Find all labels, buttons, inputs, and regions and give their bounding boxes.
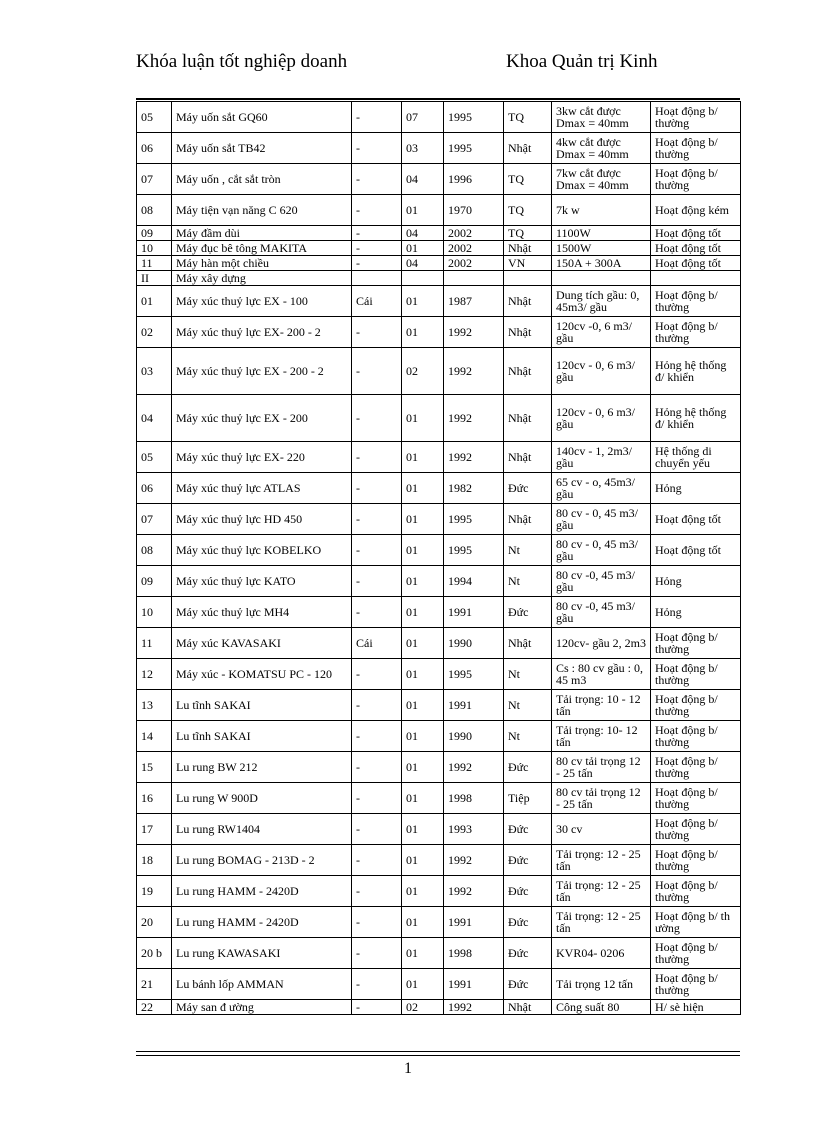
table-row	[137, 535, 741, 566]
footer-rule-bottom	[136, 1055, 740, 1056]
cell-origin: Tiệp	[504, 783, 552, 814]
cell-row-number: 21	[137, 969, 172, 1000]
table-row	[137, 814, 741, 845]
table-row	[137, 241, 741, 256]
cell-origin: Đức	[504, 473, 552, 504]
cell-origin: Nhật	[504, 504, 552, 535]
cell-quantity: 01	[402, 752, 444, 783]
cell-quantity: 01	[402, 442, 444, 473]
cell-quantity: 01	[402, 286, 444, 317]
cell-row-number: 04	[137, 395, 172, 442]
cell-specification: 80 cv -0, 45 m3/ gầu	[552, 566, 651, 597]
cell-year: 2002	[444, 256, 504, 271]
cell-equipment-name: Máy uốn sắt TB42	[172, 133, 352, 164]
cell-specification: 150A + 300A	[552, 256, 651, 271]
cell-row-number: 17	[137, 814, 172, 845]
cell-condition: Hệ thống di chuyển yếu	[651, 442, 741, 473]
cell-condition: Hoạt động b/ thường	[651, 752, 741, 783]
cell-equipment-name: Máy xúc thuỷ lực HD 450	[172, 504, 352, 535]
cell-specification: 80 cv tải trọng 12 - 25 tấn	[552, 752, 651, 783]
cell-specification: Tải trọng: 12 - 25 tấn	[552, 907, 651, 938]
cell-row-number: 06	[137, 133, 172, 164]
page-number: 1	[404, 1060, 412, 1077]
cell-specification: 120cv- gầu 2, 2m3	[552, 628, 651, 659]
header-right-title: Khoa Quản trị Kinh	[506, 51, 658, 72]
cell-origin	[504, 271, 552, 286]
table-row	[137, 566, 741, 597]
cell-condition: Hoạt động b/ thường	[651, 317, 741, 348]
cell-condition: Hoạt động b/ thường	[651, 783, 741, 814]
cell-equipment-name: Máy xúc thuỷ lực KOBELKO	[172, 535, 352, 566]
cell-year: 1970	[444, 195, 504, 226]
cell-equipment-name: Lu rung RW1404	[172, 814, 352, 845]
cell-quantity: 01	[402, 690, 444, 721]
cell-equipment-name: Máy xúc thuỷ lực EX - 200	[172, 395, 352, 442]
cell-row-number: 07	[137, 164, 172, 195]
cell-year: 1993	[444, 814, 504, 845]
cell-origin: Nt	[504, 659, 552, 690]
cell-year: 1987	[444, 286, 504, 317]
cell-specification: Công suất 80	[552, 1000, 651, 1015]
cell-condition: Hoạt động tốt	[651, 535, 741, 566]
cell-row-number: 05	[137, 442, 172, 473]
cell-specification: 80 cv - 0, 45 m3/ gầu	[552, 535, 651, 566]
table-row	[137, 938, 741, 969]
cell-equipment-name: Máy xúc thuỷ lực EX - 100	[172, 286, 352, 317]
cell-origin: Nhật	[504, 628, 552, 659]
cell-quantity: 01	[402, 317, 444, 348]
cell-equipment-name: Lu rung W 900D	[172, 783, 352, 814]
cell-year: 1995	[444, 659, 504, 690]
table-row	[137, 395, 741, 442]
cell-equipment-name: Máy xúc thuỷ lực KATO	[172, 566, 352, 597]
cell-quantity: 01	[402, 195, 444, 226]
cell-equipment-name: Máy san đ ường	[172, 1000, 352, 1015]
cell-equipment-name: Lu rung KAWASAKI	[172, 938, 352, 969]
cell-row-number: 08	[137, 195, 172, 226]
cell-quantity: 02	[402, 1000, 444, 1015]
table-row	[137, 597, 741, 628]
cell-quantity: 01	[402, 876, 444, 907]
cell-condition: Hỏng	[651, 597, 741, 628]
cell-equipment-name: Máy xúc thuỷ lực EX- 220	[172, 442, 352, 473]
cell-condition: Hoạt động b/ thường	[651, 876, 741, 907]
cell-unit: -	[352, 195, 402, 226]
cell-year: 1991	[444, 969, 504, 1000]
cell-quantity: 01	[402, 597, 444, 628]
cell-equipment-name: Máy xây dựng	[172, 271, 352, 286]
cell-condition: Hoạt động tốt	[651, 504, 741, 535]
cell-condition: Hoạt động tốt	[651, 241, 741, 256]
cell-specification: Cs : 80 cv gầu : 0, 45 m3	[552, 659, 651, 690]
cell-quantity: 01	[402, 938, 444, 969]
cell-condition: Hoạt động b/ thường	[651, 659, 741, 690]
table-row	[137, 164, 741, 195]
cell-condition: Hoạt động b/ th ường	[651, 907, 741, 938]
cell-quantity: 07	[402, 102, 444, 133]
cell-row-number: 08	[137, 535, 172, 566]
cell-quantity: 02	[402, 348, 444, 395]
table-row	[137, 348, 741, 395]
cell-unit: -	[352, 535, 402, 566]
cell-unit: -	[352, 783, 402, 814]
cell-equipment-name: Lu bánh lốp AMMAN	[172, 969, 352, 1000]
cell-equipment-name: Máy hàn một chiều	[172, 256, 352, 271]
footer-rule-top	[136, 1051, 740, 1052]
cell-quantity: 01	[402, 814, 444, 845]
cell-condition: Hỏng	[651, 566, 741, 597]
cell-origin: TQ	[504, 195, 552, 226]
table-row	[137, 256, 741, 271]
cell-specification: 65 cv - o, 45m3/ gầu	[552, 473, 651, 504]
cell-quantity: 01	[402, 659, 444, 690]
cell-specification: KVR04- 0206	[552, 938, 651, 969]
cell-origin: Nhật	[504, 286, 552, 317]
cell-equipment-name: Lu rung HAMM - 2420D	[172, 907, 352, 938]
cell-row-number: 09	[137, 226, 172, 241]
table-body	[137, 102, 741, 1015]
cell-condition: H/ sè hiện	[651, 1000, 741, 1015]
table-row	[137, 1000, 741, 1015]
cell-origin: Nhật	[504, 241, 552, 256]
cell-specification	[552, 271, 651, 286]
table-row	[137, 317, 741, 348]
cell-specification: 80 cv - 0, 45 m3/ gầu	[552, 504, 651, 535]
cell-origin: Đức	[504, 814, 552, 845]
cell-equipment-name: Máy đầm dùi	[172, 226, 352, 241]
cell-quantity: 01	[402, 241, 444, 256]
cell-year: 1995	[444, 504, 504, 535]
cell-origin: Nhật	[504, 1000, 552, 1015]
cell-origin: TQ	[504, 102, 552, 133]
cell-unit: -	[352, 133, 402, 164]
cell-origin: Nt	[504, 535, 552, 566]
cell-year: 1992	[444, 876, 504, 907]
cell-quantity	[402, 271, 444, 286]
cell-origin: Nhật	[504, 348, 552, 395]
table-row	[137, 690, 741, 721]
cell-unit: -	[352, 317, 402, 348]
cell-specification: Tải trọng: 10 - 12 tấn	[552, 690, 651, 721]
cell-unit: -	[352, 721, 402, 752]
cell-row-number: 15	[137, 752, 172, 783]
cell-row-number: 02	[137, 317, 172, 348]
cell-specification: 30 cv	[552, 814, 651, 845]
cell-condition: Hoạt động b/ thường	[651, 628, 741, 659]
cell-unit: -	[352, 1000, 402, 1015]
cell-row-number: 20	[137, 907, 172, 938]
cell-condition: Hoạt động tốt	[651, 256, 741, 271]
cell-origin: Nhật	[504, 442, 552, 473]
cell-condition: Hoạt động b/ thường	[651, 938, 741, 969]
cell-condition: Hỏng hệ thống đ/ khiển	[651, 395, 741, 442]
cell-unit: -	[352, 876, 402, 907]
table-row	[137, 504, 741, 535]
cell-condition	[651, 271, 741, 286]
table-row	[137, 226, 741, 241]
cell-equipment-name: Lu tĩnh SAKAI	[172, 721, 352, 752]
cell-unit: -	[352, 597, 402, 628]
cell-specification: 120cv -0, 6 m3/ gầu	[552, 317, 651, 348]
cell-year: 1982	[444, 473, 504, 504]
cell-condition: Hỏng	[651, 473, 741, 504]
cell-quantity: 01	[402, 395, 444, 442]
cell-origin: Nhật	[504, 317, 552, 348]
cell-row-number: 05	[137, 102, 172, 133]
cell-row-number: 06	[137, 473, 172, 504]
table-row	[137, 102, 741, 133]
table-row	[137, 969, 741, 1000]
cell-origin: Nhật	[504, 133, 552, 164]
cell-quantity: 01	[402, 504, 444, 535]
cell-condition: Hoạt động b/ thường	[651, 102, 741, 133]
cell-condition: Hoạt động b/ thường	[651, 814, 741, 845]
cell-equipment-name: Máy xúc KAVASAKI	[172, 628, 352, 659]
table-row	[137, 473, 741, 504]
cell-unit: -	[352, 102, 402, 133]
cell-row-number: 18	[137, 845, 172, 876]
cell-unit: -	[352, 348, 402, 395]
table-row	[137, 659, 741, 690]
cell-year: 1992	[444, 752, 504, 783]
cell-quantity: 04	[402, 256, 444, 271]
cell-year: 1995	[444, 133, 504, 164]
cell-year: 1992	[444, 395, 504, 442]
cell-origin: Nt	[504, 721, 552, 752]
table-row	[137, 286, 741, 317]
cell-equipment-name: Máy xúc thuỷ lực EX - 200 - 2	[172, 348, 352, 395]
cell-origin: Đức	[504, 876, 552, 907]
cell-year: 1991	[444, 597, 504, 628]
cell-row-number: 01	[137, 286, 172, 317]
cell-unit: -	[352, 442, 402, 473]
cell-specification: Tải trọng: 12 - 25 tấn	[552, 845, 651, 876]
cell-unit: -	[352, 395, 402, 442]
cell-row-number: 10	[137, 597, 172, 628]
cell-year: 1992	[444, 348, 504, 395]
cell-origin: Đức	[504, 845, 552, 876]
cell-unit: -	[352, 164, 402, 195]
cell-specification: Tải trọng 12 tấn	[552, 969, 651, 1000]
cell-year: 1991	[444, 690, 504, 721]
cell-year: 1998	[444, 783, 504, 814]
cell-specification: 1100W	[552, 226, 651, 241]
cell-quantity: 03	[402, 133, 444, 164]
cell-row-number: 20 b	[137, 938, 172, 969]
cell-unit: -	[352, 256, 402, 271]
cell-origin: Đức	[504, 752, 552, 783]
cell-year: 1995	[444, 102, 504, 133]
cell-unit: -	[352, 566, 402, 597]
cell-year: 1998	[444, 938, 504, 969]
cell-year: 2002	[444, 241, 504, 256]
cell-unit: Cái	[352, 628, 402, 659]
cell-condition: Hoạt động b/ thường	[651, 845, 741, 876]
cell-condition: Hoạt động b/ thường	[651, 721, 741, 752]
cell-year: 1992	[444, 845, 504, 876]
cell-unit: -	[352, 226, 402, 241]
cell-unit: -	[352, 969, 402, 1000]
cell-equipment-name: Máy tiện vạn năng C 620	[172, 195, 352, 226]
cell-origin: Đức	[504, 907, 552, 938]
cell-unit: -	[352, 241, 402, 256]
cell-specification: Tải trọng: 12 - 25 tấn	[552, 876, 651, 907]
cell-origin: TQ	[504, 226, 552, 241]
cell-origin: Nhật	[504, 395, 552, 442]
cell-year: 1991	[444, 907, 504, 938]
cell-equipment-name: Lu rung HAMM - 2420D	[172, 876, 352, 907]
cell-row-number: 11	[137, 628, 172, 659]
cell-row-number: 10	[137, 241, 172, 256]
cell-year: 1992	[444, 442, 504, 473]
cell-specification: 3kw cắt được Dmax = 40mm	[552, 102, 651, 133]
table-row	[137, 876, 741, 907]
cell-quantity: 01	[402, 566, 444, 597]
cell-origin: Đức	[504, 597, 552, 628]
cell-condition: Hoạt động b/ thường	[651, 690, 741, 721]
cell-specification: Tải trọng: 10- 12 tấn	[552, 721, 651, 752]
table-row	[137, 845, 741, 876]
header-left-title: Khóa luận tốt nghiệp doanh	[136, 51, 348, 72]
cell-year: 1996	[444, 164, 504, 195]
cell-quantity: 01	[402, 721, 444, 752]
cell-condition: Hoạt động tốt	[651, 226, 741, 241]
cell-equipment-name: Lu rung BW 212	[172, 752, 352, 783]
cell-equipment-name: Máy xúc thuỷ lực EX- 200 - 2	[172, 317, 352, 348]
cell-condition: Hỏng hệ thống đ/ khiển	[651, 348, 741, 395]
cell-unit: -	[352, 504, 402, 535]
cell-quantity: 01	[402, 845, 444, 876]
cell-unit	[352, 271, 402, 286]
cell-row-number: 11	[137, 256, 172, 271]
cell-unit: Cái	[352, 286, 402, 317]
cell-year: 1992	[444, 1000, 504, 1015]
cell-condition: Hoạt động b/ thường	[651, 133, 741, 164]
cell-quantity: 01	[402, 628, 444, 659]
cell-specification: 4kw cắt được Dmax = 40mm	[552, 133, 651, 164]
cell-equipment-name: Máy đục bê tông MAKITA	[172, 241, 352, 256]
cell-row-number: 12	[137, 659, 172, 690]
cell-row-number: 13	[137, 690, 172, 721]
cell-equipment-name: Lu tĩnh SAKAI	[172, 690, 352, 721]
cell-unit: -	[352, 752, 402, 783]
cell-row-number: 14	[137, 721, 172, 752]
cell-specification: 7kw cắt được Dmax = 40mm	[552, 164, 651, 195]
cell-equipment-name: Máy xúc thuỷ lực MH4	[172, 597, 352, 628]
cell-condition: Hoạt động kém	[651, 195, 741, 226]
cell-quantity: 01	[402, 473, 444, 504]
cell-quantity: 01	[402, 969, 444, 1000]
cell-unit: -	[352, 907, 402, 938]
cell-specification: 7k w	[552, 195, 651, 226]
cell-quantity: 04	[402, 164, 444, 195]
cell-year: 1995	[444, 535, 504, 566]
cell-row-number: 22	[137, 1000, 172, 1015]
cell-unit: -	[352, 659, 402, 690]
cell-year	[444, 271, 504, 286]
cell-specification: 1500W	[552, 241, 651, 256]
table-row	[137, 752, 741, 783]
cell-row-number: 09	[137, 566, 172, 597]
cell-quantity: 01	[402, 535, 444, 566]
cell-equipment-name: Máy uốn , cắt sắt tròn	[172, 164, 352, 195]
cell-condition: Hoạt động b/ thường	[651, 969, 741, 1000]
cell-specification: 80 cv tải trọng 12 - 25 tấn	[552, 783, 651, 814]
cell-origin: Đức	[504, 938, 552, 969]
cell-quantity: 01	[402, 783, 444, 814]
cell-unit: -	[352, 938, 402, 969]
cell-row-number: 19	[137, 876, 172, 907]
cell-year: 1990	[444, 628, 504, 659]
cell-origin: Nt	[504, 690, 552, 721]
cell-row-number: 03	[137, 348, 172, 395]
table-row	[137, 783, 741, 814]
equipment-table	[136, 101, 741, 1015]
cell-row-number: 07	[137, 504, 172, 535]
cell-condition: Hoạt động b/ thường	[651, 164, 741, 195]
cell-unit: -	[352, 690, 402, 721]
cell-specification: 120cv - 0, 6 m3/ gầu	[552, 348, 651, 395]
cell-origin: Đức	[504, 969, 552, 1000]
cell-year: 2002	[444, 226, 504, 241]
cell-unit: -	[352, 814, 402, 845]
cell-origin: VN	[504, 256, 552, 271]
table-row	[137, 907, 741, 938]
cell-condition: Hoạt động b/ thường	[651, 286, 741, 317]
cell-quantity: 04	[402, 226, 444, 241]
cell-specification: 120cv - 0, 6 m3/ gầu	[552, 395, 651, 442]
table-row	[137, 195, 741, 226]
cell-equipment-name: Lu rung BOMAG - 213D - 2	[172, 845, 352, 876]
cell-year: 1990	[444, 721, 504, 752]
table-row	[137, 271, 741, 286]
header-rule	[136, 98, 740, 100]
table-row	[137, 442, 741, 473]
cell-origin: Nt	[504, 566, 552, 597]
cell-unit: -	[352, 473, 402, 504]
cell-equipment-name: Máy uốn sắt GQ60	[172, 102, 352, 133]
cell-equipment-name: Máy xúc thuỷ lực ATLAS	[172, 473, 352, 504]
cell-specification: Dung tích gầu: 0, 45m3/ gầu	[552, 286, 651, 317]
cell-equipment-name: Máy xúc - KOMATSU PC - 120	[172, 659, 352, 690]
cell-row-number: II	[137, 271, 172, 286]
cell-year: 1992	[444, 317, 504, 348]
cell-specification: 140cv - 1, 2m3/ gầu	[552, 442, 651, 473]
table-row	[137, 628, 741, 659]
cell-quantity: 01	[402, 907, 444, 938]
page-header	[136, 50, 740, 100]
cell-specification: 80 cv -0, 45 m3/ gầu	[552, 597, 651, 628]
table-row	[137, 133, 741, 164]
table-row	[137, 721, 741, 752]
cell-year: 1994	[444, 566, 504, 597]
cell-unit: -	[352, 845, 402, 876]
cell-origin: TQ	[504, 164, 552, 195]
cell-row-number: 16	[137, 783, 172, 814]
